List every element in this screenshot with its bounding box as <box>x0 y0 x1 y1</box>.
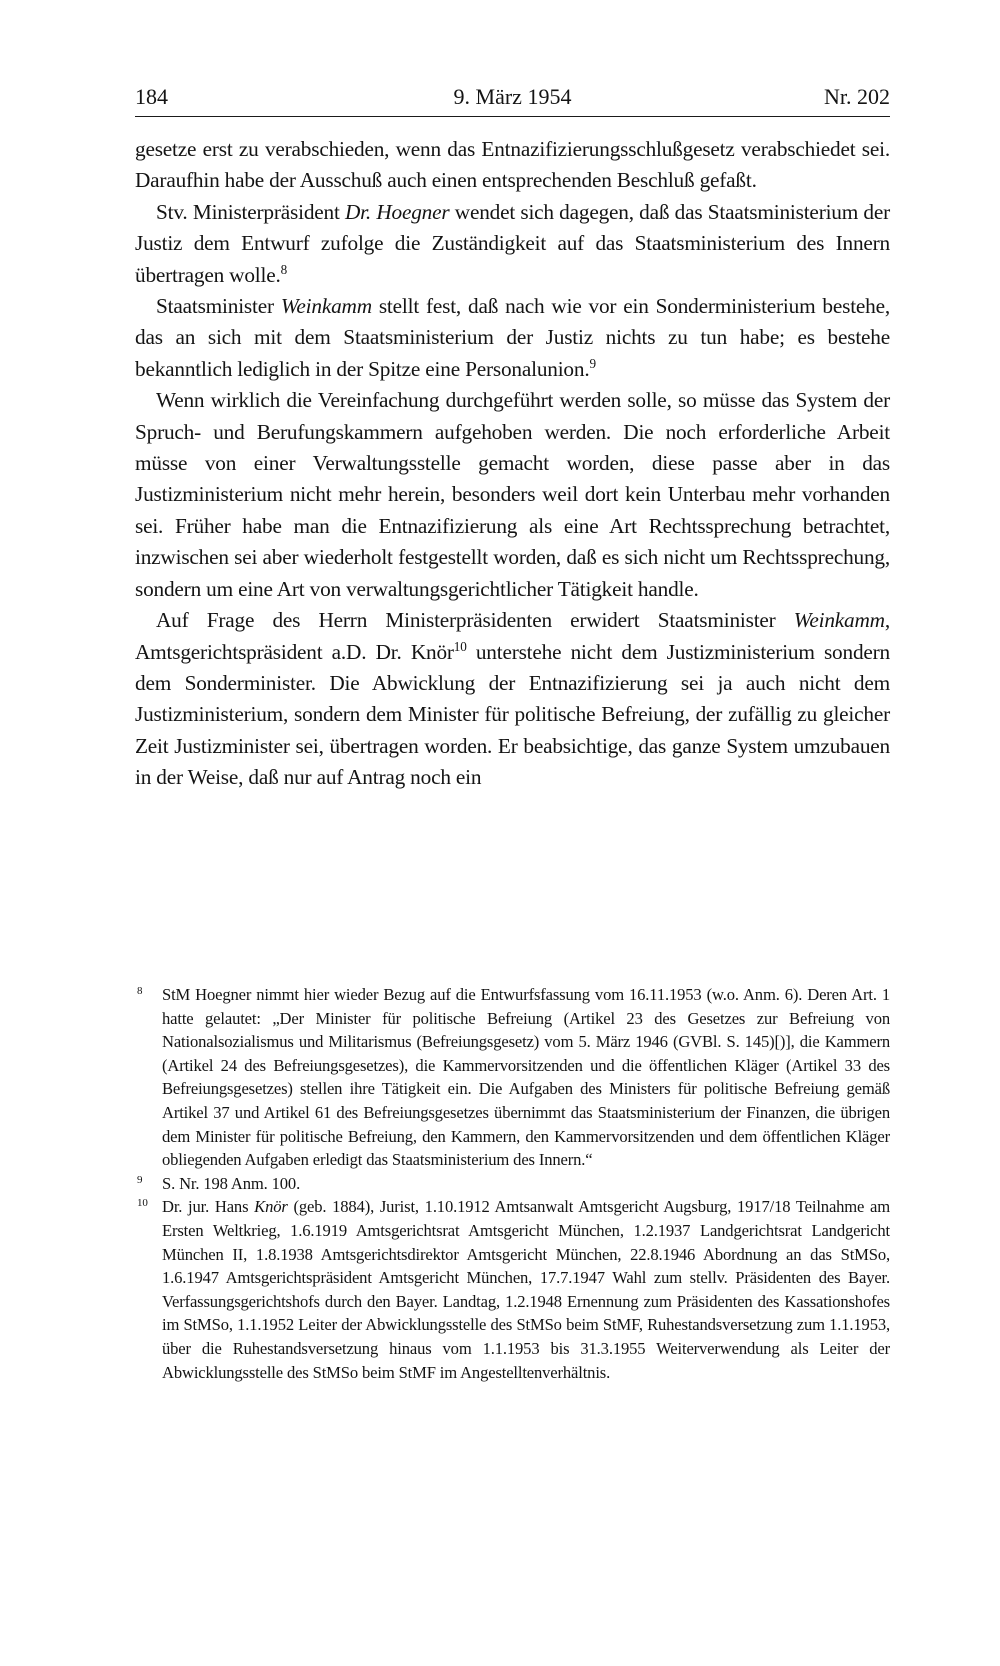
document-number: Nr. 202 <box>824 84 890 109</box>
paragraph-text: Stv. Ministerpräsident <box>156 199 345 224</box>
paragraph-4: Wenn wirklich die Vereinfachung durchgeführt werden solle, so müsse das System der Spruch- und Berufungskammern aufgehoben werden. Die noch erforderliche Arbeit müsse von einer Verwaltungsstelle gemacht worden, diese passe aber in das Justizministerium nicht mehr herein, besonders weil dort kein Unterbau mehr vorhanden sei. Früher habe man die Entnazifizierung als eine Art Rechtssprechung betrachtet, inzwischen sei aber wiederholt festgestellt worden, daß es sich nicht um Rechtssprechung, sondern um eine Art von verwaltungsgerichtlicher Tätigkeit handle. <box>135 388 890 601</box>
page-number: 184 <box>135 84 168 109</box>
footnote-text: StM Hoegner nimmt hier wieder Bezug auf die Entwurfsfassung vom 16.11.1953 (w.o. Anm. 6). Deren Art. 1 hatte gelautet: „Der Minister für politische Befreiung (Artikel 23 des Gesetzes zur Befreiung von Nationalsozialismus und Militarismus (Befreiungsgesetz) vom 5. März 1946 (GVBl. S. 145)[)], die Kammern (Artikel 24 des Befreiungsgesetzes), die Kammervorsitzenden und die öffentlichen Kläger (Artikel 33 des Befreiungsgesetzes) stellen ihre Tätigkeit ein. Die Aufgaben des Ministers für politische Befreiung gemäß Artikel 37 und Artikel 61 des Befreiungsgesetzes übernimmt das Staatsministerium der Finanzen, die übrigen dem Minister für politische Befreiung, den Kammern, den Kammervorsitzenden und dem öffentlichen Kläger obliegenden Aufgaben erledigt das Staatsministerium des Innern.“ <box>162 985 890 1170</box>
footnote-number: 10 <box>137 1197 148 1210</box>
footnote-text-part: Dr. jur. Hans <box>162 1197 255 1217</box>
footnote-ref-9[interactable]: 9 <box>589 355 596 371</box>
footnote-text-part: (geb. 1884), Jurist, 1.10.1912 Amtsanwalt Amtsgericht Augsburg, 1917/18 Teilnahme am Ersten Weltkrieg, 1.6.1919 Amtsgerichtsrat Amtsgericht München, 1.2.1937 Landgerichtsrat Landgericht München II, 1.8.1938 Amtsgerichtsdirektor Amtsgericht München, 22.8.1946 Abordnung an das StMSo, 1.6.1947 Amtsgerichtspräsident Amtsgericht München, 17.7.1947 Wahl zum stellv. Präsidenten des Bayer. Verfassungsgerichtshofs durch den Bayer. Landtag, 1.2.1948 Ernennung zum Präsidenten des Kassationshofes im StMSo, 1.1.1952 Leiter der Abwicklungsstelle des StMSo beim StMF, Ruhestandsversetzung zum 1.1.1953, über die Ruhestandsversetzung hinaus vom 1.1.1953 bis 31.3.1955 Weiterverwendung als Leiter der Abwicklungsstelle des StMSo beim StMF im Angestelltenverhältnis. <box>162 1197 891 1382</box>
footnote-9 <box>135 1172 890 1196</box>
speaker-name: Weinkamm <box>280 294 372 319</box>
paragraph-text: Staatsminister <box>156 294 281 319</box>
speaker-name: Weinkamm <box>793 608 885 633</box>
running-header <box>135 80 890 117</box>
footnote-ref-10[interactable]: 10 <box>453 638 467 654</box>
paragraph-text: Auf Frage des Herrn Ministerpräsidenten erwidert Staatsminister <box>156 608 794 633</box>
footnotes-section <box>135 983 890 1384</box>
paragraph-3 <box>135 291 890 385</box>
paragraph-5 <box>135 605 890 793</box>
paragraph-text: stellt fest, daß nach wie vor ein Sonderministerium bestehe, das an sich mit dem Staatsministerium der Justiz nichts zu tun habe; es bestehe bekanntlich lediglich in der Spitze eine Personalunion. <box>135 294 890 381</box>
footnote-text: S. Nr. 198 Anm. 100. <box>162 1173 301 1193</box>
footnote-number: 8 <box>137 985 143 997</box>
footnote-text <box>162 1195 890 1384</box>
footnote-number: 9 <box>137 1173 143 1186</box>
paragraph-2 <box>135 197 890 291</box>
header-date: 9. März 1954 <box>453 84 572 109</box>
speaker-name: Dr. Hoegner <box>345 199 450 224</box>
footnote-ref-8[interactable]: 8 <box>280 261 288 277</box>
paragraph-1: gesetze erst zu verabschieden, wenn das Entnazifizierungsschlußgesetz verabschiedet sei. Daraufhin habe der Ausschuß auch einen entsprechenden Beschluß gefaßt. <box>135 137 890 193</box>
person-name: Knör <box>254 1197 288 1217</box>
main-text <box>135 134 890 794</box>
paragraph-text: , Amtsgerichtspräsident a.D. Dr. Knör <box>135 608 890 664</box>
footnote-10 <box>135 1195 890 1384</box>
paragraph-text: unterstehe nicht dem Justizministerium sondern dem Sonderminister. Die Abwicklung der Entnazifizierung sei ja auch nicht dem Justizministerium, sondern dem Minister für politische Befreiung, der zufällig zu gleicher Zeit Justizminister sei, übertragen worden. Er beabsichtige, das ganze System umzubauen in der Weise, daß nur auf Antrag noch ein <box>135 639 890 790</box>
paragraph-text: wendet sich dagegen, daß das Staatsministerium der Justiz dem Entwurf zufolge die Zuständigkeit auf das Staatsministerium des Innern übertragen wolle. <box>135 199 891 287</box>
footnote-8 <box>135 983 890 1172</box>
